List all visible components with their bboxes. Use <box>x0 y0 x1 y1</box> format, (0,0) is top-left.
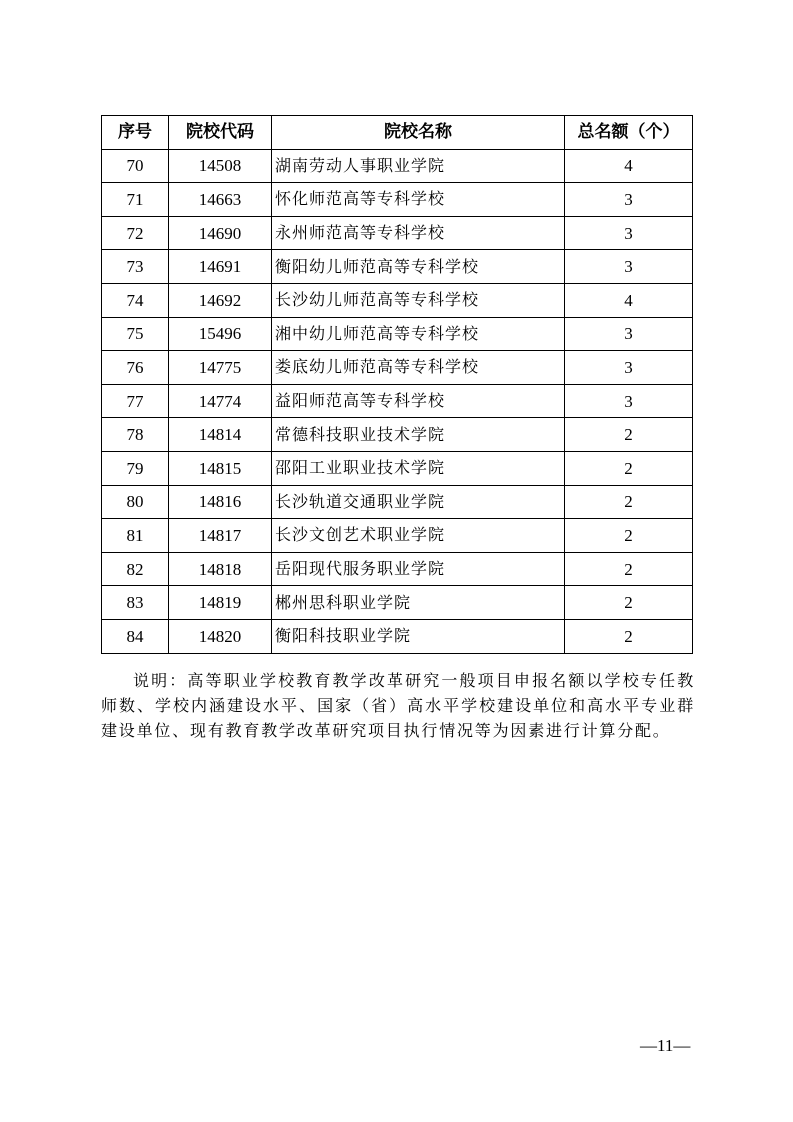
cell-code: 14815 <box>169 451 272 485</box>
cell-quota: 3 <box>565 216 693 250</box>
cell-name: 永州师范高等专科学校 <box>272 216 565 250</box>
cell-index: 78 <box>102 418 169 452</box>
cell-index: 75 <box>102 317 169 351</box>
cell-code: 14508 <box>169 149 272 183</box>
cell-code: 14774 <box>169 384 272 418</box>
cell-quota: 2 <box>565 619 693 653</box>
cell-index: 70 <box>102 149 169 183</box>
cell-quota: 3 <box>565 384 693 418</box>
header-index: 序号 <box>102 116 169 150</box>
cell-quota: 3 <box>565 183 693 217</box>
cell-quota: 2 <box>565 586 693 620</box>
cell-quota: 2 <box>565 519 693 553</box>
cell-name: 怀化师范高等专科学校 <box>272 183 565 217</box>
cell-code: 14692 <box>169 283 272 317</box>
table-row <box>102 216 693 250</box>
cell-index: 80 <box>102 485 169 519</box>
table-row <box>102 586 693 620</box>
table-row <box>102 552 693 586</box>
cell-name: 长沙幼儿师范高等专科学校 <box>272 283 565 317</box>
cell-index: 74 <box>102 283 169 317</box>
cell-code: 14817 <box>169 519 272 553</box>
cell-quota: 3 <box>565 317 693 351</box>
header-code: 院校代码 <box>169 116 272 150</box>
cell-quota: 2 <box>565 451 693 485</box>
table-row <box>102 351 693 385</box>
quota-table <box>101 115 693 654</box>
cell-name: 长沙文创艺术职业学院 <box>272 519 565 553</box>
cell-index: 71 <box>102 183 169 217</box>
cell-name: 岳阳现代服务职业学院 <box>272 552 565 586</box>
table-row <box>102 451 693 485</box>
table-header-row <box>102 116 693 150</box>
cell-code: 14819 <box>169 586 272 620</box>
cell-index: 79 <box>102 451 169 485</box>
cell-name: 益阳师范高等专科学校 <box>272 384 565 418</box>
cell-index: 72 <box>102 216 169 250</box>
cell-name: 长沙轨道交通职业学院 <box>272 485 565 519</box>
cell-quota: 3 <box>565 250 693 284</box>
cell-quota: 2 <box>565 418 693 452</box>
table-row <box>102 250 693 284</box>
cell-code: 14663 <box>169 183 272 217</box>
cell-index: 84 <box>102 619 169 653</box>
cell-code: 14775 <box>169 351 272 385</box>
cell-index: 81 <box>102 519 169 553</box>
cell-code: 14818 <box>169 552 272 586</box>
table-row <box>102 485 693 519</box>
table-row <box>102 283 693 317</box>
cell-index: 82 <box>102 552 169 586</box>
table-row <box>102 317 693 351</box>
cell-quota: 4 <box>565 283 693 317</box>
cell-code: 15496 <box>169 317 272 351</box>
note-paragraph: 说明：高等职业学校教育教学改革研究一般项目申报名额以学校专任教师数、学校内涵建设水平、国家（省）高水平学校建设单位和高水平专业群建设单位、现有教育教学改革研究项目执行情况等为因素进行计算分配。 <box>101 671 695 740</box>
cell-name: 衡阳科技职业学院 <box>272 619 565 653</box>
cell-index: 73 <box>102 250 169 284</box>
cell-quota: 4 <box>565 149 693 183</box>
table-row <box>102 149 693 183</box>
cell-name: 郴州思科职业学院 <box>272 586 565 620</box>
table-row <box>102 183 693 217</box>
cell-index: 77 <box>102 384 169 418</box>
cell-name: 邵阳工业职业技术学院 <box>272 451 565 485</box>
cell-quota: 2 <box>565 485 693 519</box>
cell-code: 14814 <box>169 418 272 452</box>
cell-name: 常德科技职业技术学院 <box>272 418 565 452</box>
header-quota: 总名额（个） <box>565 116 693 150</box>
cell-quota: 2 <box>565 552 693 586</box>
table-row <box>102 619 693 653</box>
header-name: 院校名称 <box>272 116 565 150</box>
cell-quota: 3 <box>565 351 693 385</box>
cell-index: 83 <box>102 586 169 620</box>
cell-code: 14816 <box>169 485 272 519</box>
cell-index: 76 <box>102 351 169 385</box>
cell-name: 湘中幼儿师范高等专科学校 <box>272 317 565 351</box>
cell-name: 湖南劳动人事职业学院 <box>272 149 565 183</box>
cell-name: 衡阳幼儿师范高等专科学校 <box>272 250 565 284</box>
table-body <box>102 149 693 653</box>
cell-code: 14691 <box>169 250 272 284</box>
page-number: —11— <box>640 1036 691 1055</box>
table-row <box>102 384 693 418</box>
cell-code: 14820 <box>169 619 272 653</box>
table-row <box>102 418 693 452</box>
cell-name: 娄底幼儿师范高等专科学校 <box>272 351 565 385</box>
table-row <box>102 519 693 553</box>
cell-code: 14690 <box>169 216 272 250</box>
